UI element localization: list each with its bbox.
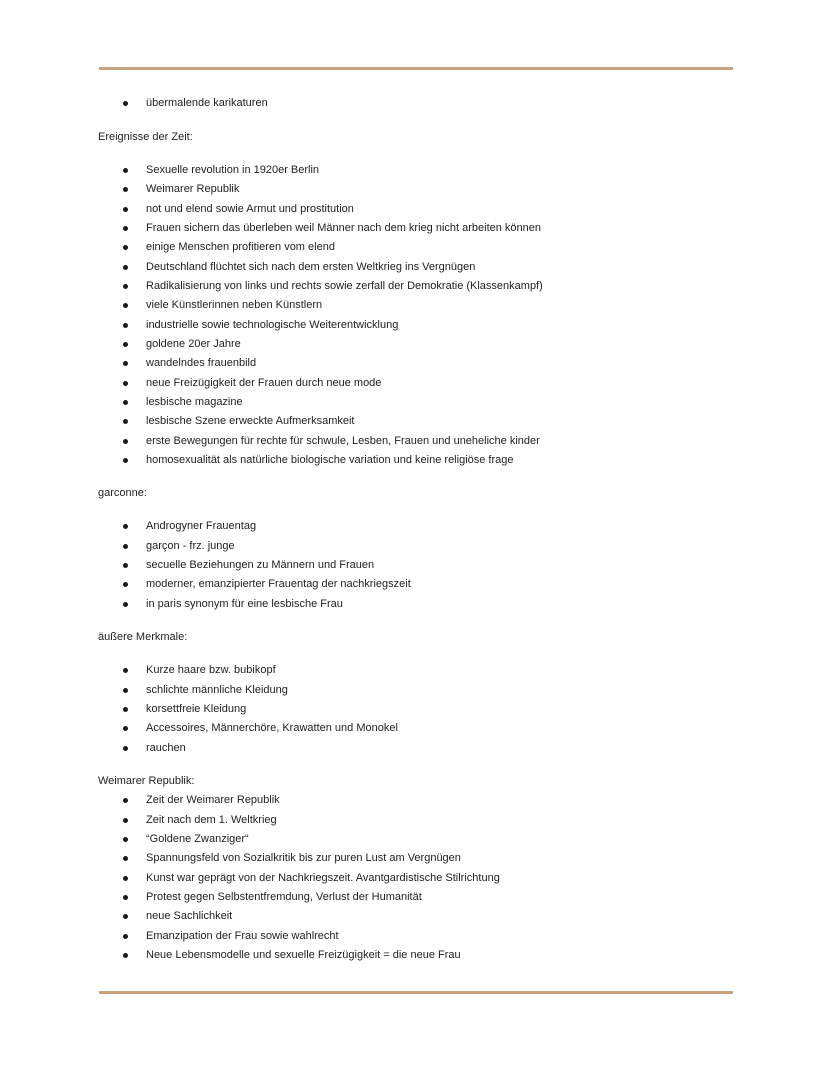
section-heading: Ereignisse der Zeit: (98, 131, 193, 143)
list-item: homosexualität als natürliche biologische variation und keine religiöse frage (146, 454, 514, 466)
list-item: korsettfreie Kleidung (146, 703, 247, 715)
list-item: Deutschland flüchtet sich nach dem ersten Weltkrieg ins Vergnügen (146, 261, 476, 273)
list-item: Weimarer Republik (146, 183, 240, 195)
list-item: Radikalisierung von links und rechts sowie zerfall der Demokratie (Klassenkampf) (146, 280, 543, 292)
list-item: Accessoires, Männerchöre, Krawatten und Monokel (146, 722, 398, 734)
list-item: Protest gegen Selbstentfremdung, Verlust der Humanität (146, 891, 422, 903)
list-item: lesbische Szene erweckte Aufmerksamkeit (146, 415, 355, 427)
list-item: schlichte männliche Kleidung (146, 684, 288, 696)
list-item: garçon - frz. junge (146, 540, 235, 552)
list-item: erste Bewegungen für rechte für schwule, Lesben, Frauen und uneheliche kinder (146, 435, 540, 447)
list-item: Kurze haare bzw. bubikopf (146, 664, 276, 676)
list-item: Spannungsfeld von Sozialkritik bis zur puren Lust am Vergnügen (146, 852, 461, 864)
list-item: Androgyner Frauentag (146, 520, 257, 532)
list-item: “Goldene Zwanziger“ (146, 833, 249, 845)
list-item: industrielle sowie technologische Weiterentwicklung (146, 319, 399, 331)
section-heading: Weimarer Republik: (98, 775, 195, 787)
list-item: not und elend sowie Armut und prostitution (146, 203, 354, 215)
list-item: lesbische magazine (146, 396, 243, 408)
list-item: Frauen sichern das überleben weil Männer nach dem krieg nicht arbeiten können (146, 222, 542, 234)
top-divider (99, 67, 733, 70)
list-item: Zeit der Weimarer Republik (146, 794, 280, 806)
bottom-divider (99, 991, 733, 994)
list-item: viele Künstlerinnen neben Künstlern (146, 299, 323, 311)
list-item: neue Sachlichkeit (146, 910, 233, 922)
section-heading: äußere Merkmale: (98, 631, 188, 643)
list-item: übermalende karikaturen (146, 97, 268, 109)
section-heading: garconne: (98, 487, 147, 499)
list-item: Zeit nach dem 1. Weltkrieg (146, 814, 277, 826)
list-item: in paris synonym für eine lesbische Frau (146, 598, 343, 610)
list-item: Kunst war geprägt von der Nachkriegszeit. Avantgardistische Stilrichtung (146, 872, 500, 884)
list-item: einige Menschen profitieren vom elend (146, 241, 335, 253)
list-item: neue Freizügigkeit der Frauen durch neue mode (146, 377, 382, 389)
list-item: Sexuelle revolution in 1920er Berlin (146, 164, 320, 176)
list-item: secuelle Beziehungen zu Männern und Frauen (146, 559, 375, 571)
list-item: goldene 20er Jahre (146, 338, 241, 350)
list-item: moderner, emanzipierter Frauentag der nachkriegszeit (146, 578, 411, 590)
list-item: Emanzipation der Frau sowie wahlrecht (146, 930, 339, 942)
list-item: wandelndes frauenbild (146, 357, 257, 369)
list-item: Neue Lebensmodelle und sexuelle Freizügigkeit = die neue Frau (146, 949, 461, 961)
list-item: rauchen (146, 742, 186, 754)
